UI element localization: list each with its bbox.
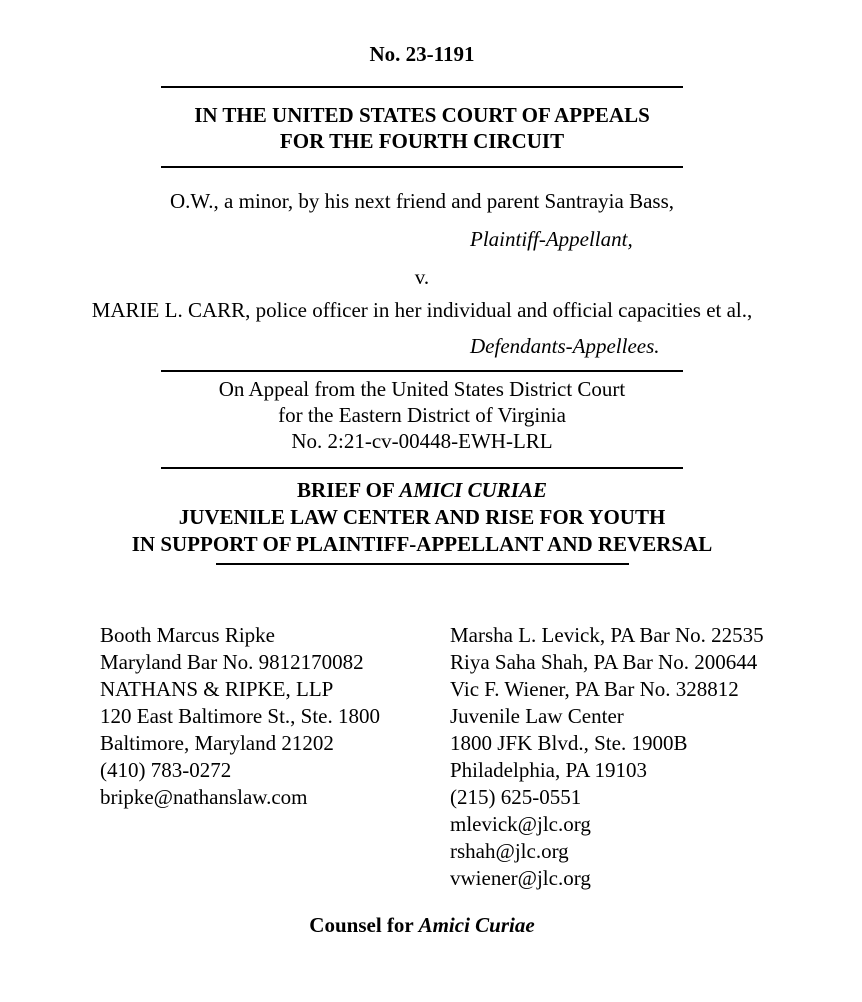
counsel-email: rshah@jlc.org: [450, 839, 569, 863]
counsel-block: [0, 622, 844, 892]
counsel-email: bripke@nathanslaw.com: [100, 785, 308, 809]
court-name: [0, 102, 844, 154]
plaintiff-line: O.W., a minor, by his next friend and parent Santrayia Bass,: [169, 189, 675, 213]
counsel-phone: (410) 783-0272: [100, 758, 232, 782]
district-court-case-number: No. 2:21-cv-00448-EWH-LRL: [291, 429, 553, 453]
horizontal-rule: [161, 370, 683, 372]
counsel-for-line: [0, 912, 844, 938]
brief-title-line1-roman: BRIEF OF: [297, 478, 400, 502]
brief-title: [0, 477, 844, 558]
court-name-line2: FOR THE FOURTH CIRCUIT: [279, 129, 565, 153]
counsel-name: Vic F. Wiener, PA Bar No. 328812: [450, 677, 739, 701]
plaintiff-designation: Plaintiff-Appellant,: [470, 227, 633, 251]
defendants-line: MARIE L. CARR, police officer in her individual and official capacities et al.,: [91, 298, 753, 322]
counsel-address-city: Philadelphia, PA 19103: [450, 758, 647, 782]
brief-title-line1-italic: AMICI CURIAE: [399, 478, 547, 502]
appeal-source-line1: On Appeal from the United States District Court: [218, 377, 626, 401]
counsel-email: mlevick@jlc.org: [450, 812, 591, 836]
appeal-source: [0, 376, 844, 454]
counsel-firm: Juvenile Law Center: [450, 704, 624, 728]
case-caption: [0, 188, 844, 359]
counsel-address-street: 1800 JFK Blvd., Ste. 1900B: [450, 731, 688, 755]
brief-title-line1: [0, 477, 844, 504]
counsel-column-left: [100, 622, 450, 892]
horizontal-rule-short: [216, 563, 629, 565]
court-name-line1: IN THE UNITED STATES COURT OF APPEALS: [194, 103, 650, 127]
counsel-firm: NATHANS & RIPKE, LLP: [100, 677, 334, 701]
counsel-email: vwiener@jlc.org: [450, 866, 591, 890]
defendants-designation: Defendants-Appellees.: [470, 334, 660, 358]
counsel-name: Marsha L. Levick, PA Bar No. 22535: [450, 623, 764, 647]
counsel-name: Riya Saha Shah, PA Bar No. 200644: [450, 650, 758, 674]
counsel-phone: (215) 625-0551: [450, 785, 582, 809]
brief-title-line3: IN SUPPORT OF PLAINTIFF-APPELLANT AND REVERSAL: [131, 532, 713, 556]
horizontal-rule: [161, 166, 683, 168]
counsel-column-right: [450, 622, 764, 892]
counsel-bar-number: Maryland Bar No. 9812170082: [100, 650, 364, 674]
counsel-for-italic: Amici Curiae: [418, 913, 535, 937]
horizontal-rule: [161, 86, 683, 88]
counsel-name: Booth Marcus Ripke: [100, 623, 275, 647]
horizontal-rule: [161, 467, 683, 469]
counsel-for-roman: Counsel for: [309, 913, 419, 937]
case-number: No. 23-1191: [369, 42, 475, 66]
brief-title-line2: JUVENILE LAW CENTER AND RISE FOR YOUTH: [178, 505, 666, 529]
appeal-source-line2: for the Eastern District of Virginia: [278, 403, 566, 427]
counsel-address-city: Baltimore, Maryland 21202: [100, 731, 334, 755]
counsel-address-street: 120 East Baltimore St., Ste. 1800: [100, 704, 380, 728]
versus-abbreviation: v.: [414, 265, 430, 289]
